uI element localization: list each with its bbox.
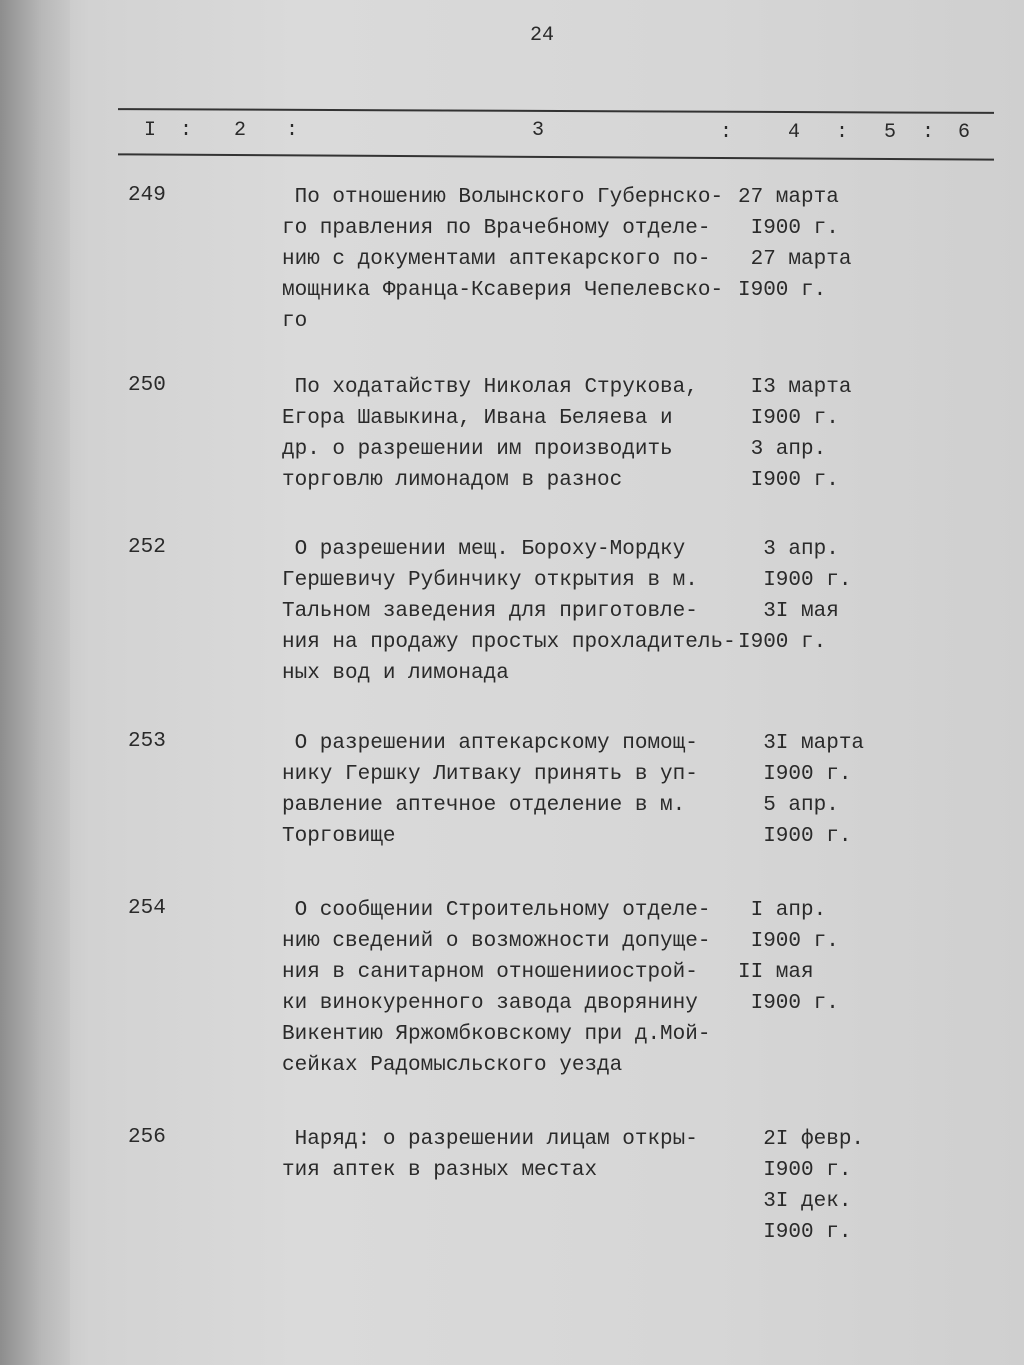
entry-title-line: По отношению Волынского Губернско- bbox=[282, 186, 724, 209]
entry-date: I900 г. bbox=[738, 217, 839, 240]
entry-title-line: др. о разрешении им производить bbox=[282, 438, 673, 461]
entry-title-line: О сообщении Строительному отделе- bbox=[282, 899, 711, 922]
entry-date: I900 г. bbox=[738, 407, 839, 430]
column-separator: : bbox=[836, 121, 849, 144]
entry-date: I900 г. bbox=[738, 569, 852, 592]
entry-date: I900 г. bbox=[738, 1159, 852, 1182]
entry-date: 3 апр. bbox=[738, 538, 839, 561]
entry-date: 3I марта bbox=[738, 732, 865, 755]
entry-title-line: мощника Франца-Ксаверия Чепелевско- bbox=[282, 279, 724, 302]
column-header-row bbox=[140, 120, 980, 146]
entry-date: I апр. bbox=[738, 899, 827, 922]
table-rule-top bbox=[118, 108, 994, 114]
entry-title-line: ния в санитарном отношенииострой- bbox=[282, 961, 698, 984]
entry-title-line: ния на продажу простых прохладитель- bbox=[282, 631, 736, 654]
column-separator: : bbox=[922, 121, 935, 144]
entry-date: 3I мая bbox=[738, 600, 839, 623]
entry-date: I900 г. bbox=[738, 469, 839, 492]
entry-date: I900 г. bbox=[738, 992, 839, 1015]
entry-title-line: равление аптечное отделение в м. bbox=[282, 794, 686, 817]
entry-date: I900 г. bbox=[738, 631, 827, 654]
entry-title-line: тия аптек в разных местах bbox=[282, 1159, 598, 1182]
column-header-1: I bbox=[144, 119, 157, 142]
entry-number: 256 bbox=[128, 1126, 166, 1149]
entry-title-line: Викентию Яржомбковскому при д.Мой- bbox=[282, 1023, 711, 1046]
column-separator: : bbox=[180, 119, 193, 142]
column-header-2: 2 bbox=[234, 119, 247, 142]
entry-title-line: го правления по Врачебному отделе- bbox=[282, 217, 711, 240]
column-header-5: 5 bbox=[884, 121, 897, 144]
entry-date: II мая bbox=[738, 961, 814, 984]
column-header-6: 6 bbox=[958, 121, 971, 144]
entry-date: 27 марта bbox=[738, 248, 852, 271]
entry-date: 5 апр. bbox=[738, 794, 839, 817]
page-number: 24 bbox=[530, 24, 555, 47]
column-header-3: 3 bbox=[532, 119, 545, 142]
entry-title-line: сейках Радомысльского уезда bbox=[282, 1054, 623, 1077]
entry-title-line: торговлю лимонадом в разнос bbox=[282, 469, 623, 492]
entry-title-line: нию сведений о возможности допуще- bbox=[282, 930, 711, 953]
entry-date: 2I февр. bbox=[738, 1128, 865, 1151]
entry-title-line: го bbox=[282, 310, 308, 333]
entry-title-line: нику Гершку Литваку принять в уп- bbox=[282, 763, 698, 786]
entry-date: I900 г. bbox=[738, 930, 839, 953]
page-gutter bbox=[0, 0, 70, 1365]
entry-title-line: О разрешении мещ. Бороху-Мордку bbox=[282, 538, 686, 561]
entry-number: 249 bbox=[128, 184, 166, 207]
entry-title-line: ки винокуренного завода дворянину bbox=[282, 992, 698, 1015]
entry-title-line: По ходатайству Николая Струкова, bbox=[282, 376, 698, 399]
entry-title-line: нию с документами аптекарского по- bbox=[282, 248, 711, 271]
table-rule-bottom bbox=[118, 153, 994, 160]
entry-number: 252 bbox=[128, 536, 166, 559]
entry-title-line: ных вод и лимонада bbox=[282, 662, 509, 685]
entry-date: 27 марта bbox=[738, 186, 839, 209]
entry-title-line: О разрешении аптекарскому помощ- bbox=[282, 732, 698, 755]
entry-title-line: Гершевичу Рубинчику открытия в м. bbox=[282, 569, 698, 592]
column-separator: : bbox=[286, 119, 299, 142]
entry-date: I900 г. bbox=[738, 279, 827, 302]
entry-date: 3I дек. bbox=[738, 1190, 852, 1213]
entry-title-line: Наряд: о разрешении лицам откры- bbox=[282, 1128, 698, 1151]
entry-title-line: Тальном заведения для приготовле- bbox=[282, 600, 698, 623]
entry-date: I3 марта bbox=[738, 376, 852, 399]
entry-date: I900 г. bbox=[738, 825, 852, 848]
entry-date: I900 г. bbox=[738, 1221, 852, 1244]
entry-title-line: Торговище bbox=[282, 825, 396, 848]
column-header-4: 4 bbox=[788, 121, 801, 144]
column-separator: : bbox=[720, 121, 733, 144]
entry-date: I900 г. bbox=[738, 763, 852, 786]
entry-number: 253 bbox=[128, 730, 166, 753]
entry-date: 3 апр. bbox=[738, 438, 827, 461]
entry-title-line: Егора Шавыкина, Ивана Беляева и bbox=[282, 407, 673, 430]
entry-number: 250 bbox=[128, 374, 166, 397]
entry-number: 254 bbox=[128, 897, 166, 920]
